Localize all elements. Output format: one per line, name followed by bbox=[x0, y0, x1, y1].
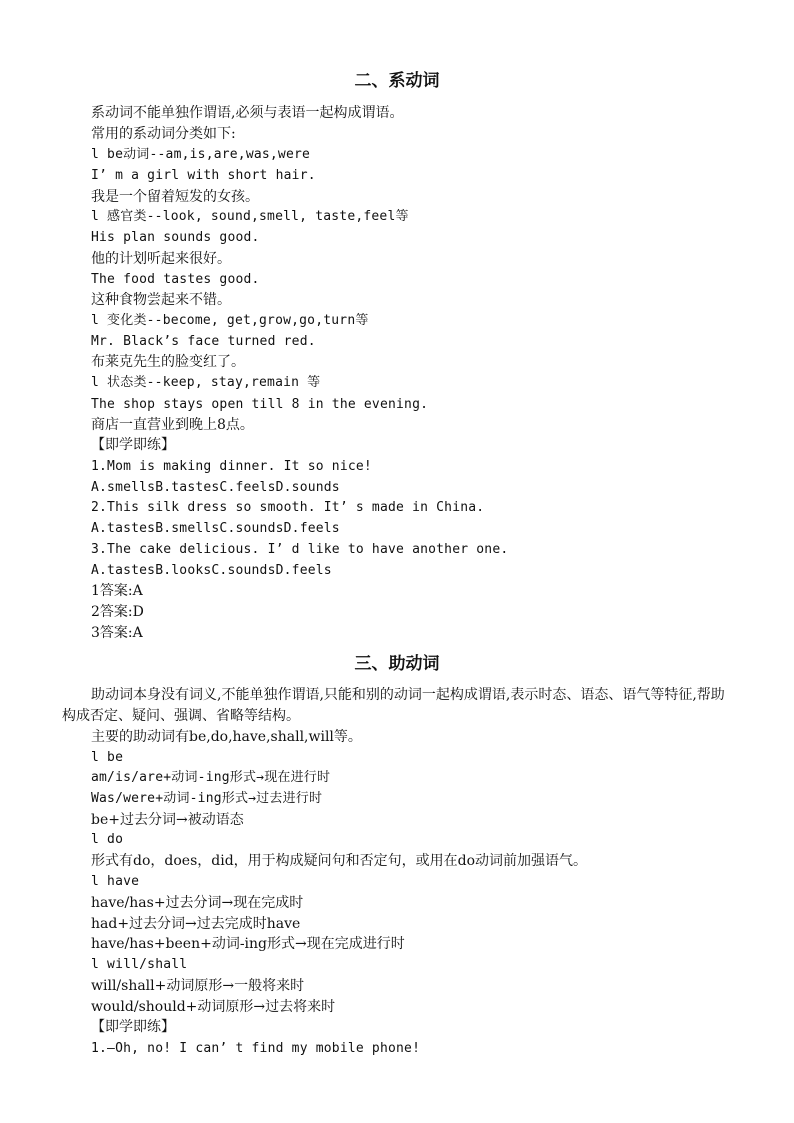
example-translation: 商店一直营业到晚上8点。 bbox=[91, 417, 254, 433]
answer-line: 1答案:A bbox=[91, 583, 143, 599]
practice-heading: 【即学即练】 bbox=[91, 1019, 175, 1035]
example-sentence: His plan sounds good. bbox=[91, 230, 260, 245]
text-line: Was/were+动词-ing形式→过去进行时 bbox=[91, 791, 323, 806]
text-line: had+过去分词→过去完成时have bbox=[91, 916, 301, 932]
exercise-question: 3.The cake delicious. I’ d like to have another one. bbox=[91, 542, 509, 557]
exercise-question: 1.Mom is making dinner. It so nice! bbox=[91, 459, 372, 474]
text-line: have/has+过去分词→现在完成时 bbox=[91, 895, 304, 911]
text-line: 常用的系动词分类如下: bbox=[91, 126, 236, 142]
example-sentence: Mr. Black’s face turned red. bbox=[91, 334, 316, 349]
text-line: 主要的助动词有be,do,have,shall,will等。 bbox=[91, 729, 362, 745]
answer-line: 3答案:A bbox=[91, 625, 143, 641]
text-line: l do bbox=[91, 832, 124, 847]
exercise-options: A.tastesB.smellsC.soundsD.feels bbox=[91, 521, 340, 536]
exercise-question: 1.—Oh, no! I can’ t find my mobile phone! bbox=[91, 1041, 421, 1056]
example-translation: 我是一个留着短发的女孩。 bbox=[91, 189, 259, 205]
text-line: be+过去分词→被动语态 bbox=[91, 812, 244, 828]
example-translation: 他的计划听起来很好。 bbox=[91, 251, 231, 267]
text-line: l 感官类--look, sound,smell, taste,feel等 bbox=[91, 209, 409, 224]
text-line: l be bbox=[91, 750, 124, 765]
text-line: l will/shall bbox=[91, 957, 188, 972]
intro-paragraph: 助动词本身没有词义,不能单独作谓语,只能和别的动词一起构成谓语,表示时态、语态、语气等特征,帮助构成否定、疑问、强调、省略等结构。 bbox=[62, 687, 725, 724]
text-line: l 变化类--become, get,grow,go,turn等 bbox=[91, 313, 369, 328]
example-sentence: The shop stays open till 8 in the evening. bbox=[91, 397, 429, 412]
text-line: would/should+动词原形→过去将来时 bbox=[91, 999, 336, 1015]
text-line: have/has+been+动词-ing形式→现在完成进行时 bbox=[91, 936, 405, 952]
text-line: 形式有do，does，did，用于构成疑问句和否定句，或用在do动词前加强语气。 bbox=[91, 853, 588, 869]
example-translation: 布莱克先生的脸变红了。 bbox=[91, 354, 245, 370]
exercise-question: 2.This silk dress so smooth. It’ s made in China. bbox=[91, 500, 485, 515]
answer-line: 2答案:D bbox=[91, 604, 144, 620]
text-line: l 状态类--keep, stay,remain 等 bbox=[91, 375, 321, 390]
example-translation: 这种食物尝起来不错。 bbox=[91, 292, 231, 308]
exercise-options: A.tastesB.looksC.soundsD.feels bbox=[91, 563, 332, 578]
section-title-linking-verbs: 二、系动词 bbox=[354, 71, 440, 91]
text-line: 系动词不能单独作谓语,必须与表语一起构成谓语。 bbox=[91, 105, 404, 121]
example-sentence: I’ m a girl with short hair. bbox=[91, 168, 316, 183]
exercise-options: A.smellsB.tastesC.feelsD.sounds bbox=[91, 480, 340, 495]
example-sentence: The food tastes good. bbox=[91, 272, 260, 287]
text-line: will/shall+动词原形→一般将来时 bbox=[91, 978, 305, 994]
text-line: l be动词--am,is,are,was,were bbox=[91, 147, 311, 162]
section-title-auxiliary-verbs: 三、助动词 bbox=[354, 654, 440, 674]
practice-heading: 【即学即练】 bbox=[91, 437, 175, 453]
text-line: am/is/are+动词-ing形式→现在进行时 bbox=[91, 770, 331, 785]
text-line: l have bbox=[91, 874, 140, 889]
